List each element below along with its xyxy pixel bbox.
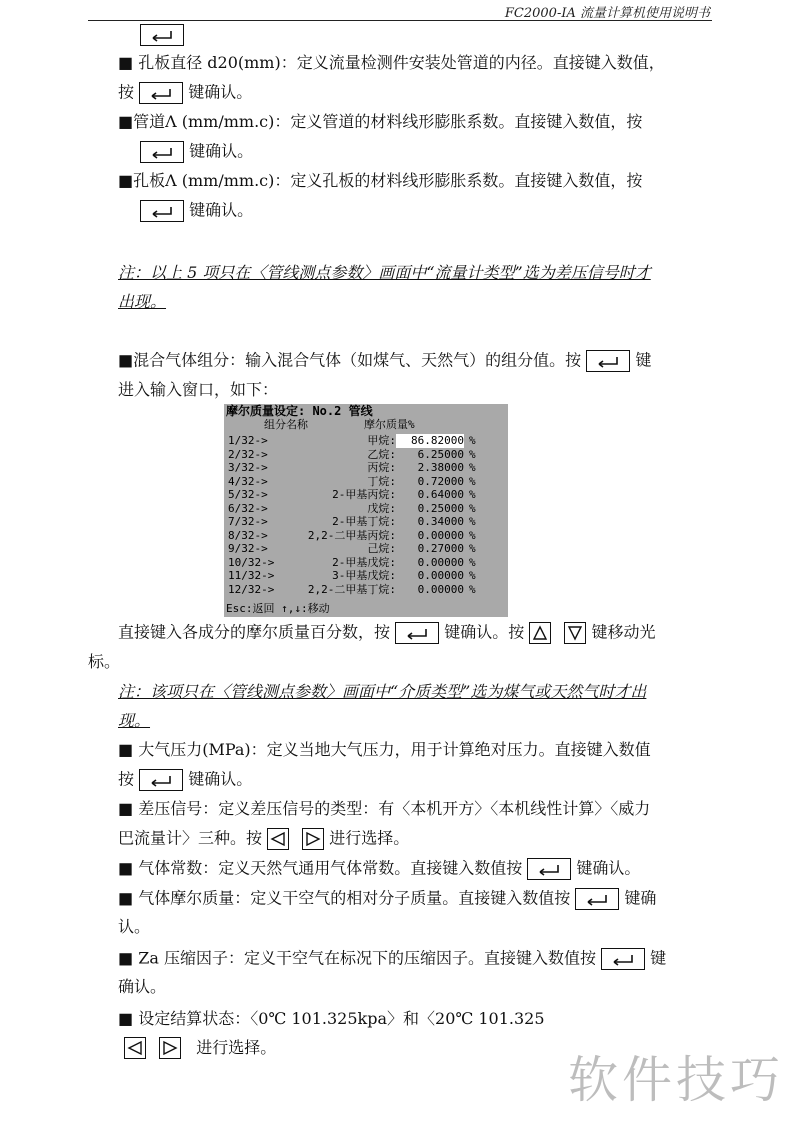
enter-key-icon [586,350,630,372]
note-medium-type-cont: 现。 [118,711,151,730]
param-pipe-expansion: ■管道Λ (mm/mm.c)：定义管道的材料线形膨胀系数。直接键入数值，按 [118,112,643,131]
table-row[interactable]: 7/32-> 2-甲基丁烷: 0.34000 % [228,515,476,528]
document-header-title: FC2000-IA 流量计算机使用说明书 [504,6,710,21]
enter-key-icon [527,858,571,880]
table-row[interactable]: 3/32-> 丙烷: 2.38000 % [228,461,476,474]
left-triangle-key-icon [124,1037,146,1059]
param-gas-molar-mass: ■ 气体摩尔质量：定义干空气的相对分子质量。直接键入数值按 键确 [118,888,656,910]
param-dp-signal: ■ 差压信号：定义差压信号的类型：有〈本机开方〉〈本机线性计算〉〈威力 [118,799,651,818]
note-medium-type: 注：该项只在〈管线测点参数〉画面中“介质类型”选为煤气或天然气时才出 [118,682,647,701]
note-differential-pressure: 注：以上 5 项只在〈管线测点参数〉画面中“流量计类型”选为差压信号时才 [118,263,651,282]
table-row[interactable]: 1/32-> 甲烷: 86.82000 % [228,434,476,447]
instruction-enter-percent: 直接键入各成分的摩尔质量百分数，按 键确认。按 键移动光 [118,622,656,644]
enter-key-icon [575,888,619,910]
param-za-compress-factor: ■ Za 压缩因子：定义干空气在标况下的压缩因子。直接键入数值按 键 [118,948,666,970]
enter-key-icon [139,82,183,104]
note-differential-pressure-cont: 出现。 [118,292,167,311]
enter-key-icon [395,622,439,644]
table-row[interactable]: 4/32-> 丁烷: 0.72000 % [228,474,476,488]
table-row[interactable]: 11/32-> 3-甲基戊烷: 0.00000 % [228,569,476,582]
screen-title: 摩尔质量设定: No.2 管线 [226,404,373,418]
left-triangle-key-icon [267,828,289,850]
table-row[interactable]: 10/32-> 2-甲基戊烷: 0.00000 % [228,555,476,569]
param-orifice-diameter: ■ 孔板直径 d20(mm)：定义流量检测件安装处管道的内径。直接键入数值， [118,53,665,72]
enter-key-icon [140,24,184,46]
table-row[interactable]: 2/32-> 乙烷: 6.25000 % [228,447,476,461]
down-triangle-key-icon [564,622,586,644]
param-orifice-expansion: ■孔板Λ (mm/mm.c)：定义孔板的材料线形膨胀系数。直接键入数值，按 [118,171,643,190]
enter-key-icon [140,141,184,163]
col-header-name: 组分名称 [264,418,308,431]
enter-key-icon [140,200,184,222]
table-row[interactable]: 5/32-> 2-甲基丙烷: 0.64000 % [228,488,476,501]
right-triangle-key-icon [159,1037,181,1059]
param-gas-constant: ■ 气体常数：定义天然气通用气体常数。直接键入数值按 键确认。 [118,858,640,880]
param-settlement-state: ■ 设定结算状态：〈0℃ 101.325kpa〉和〈20℃ 101.325 [118,1009,545,1028]
right-triangle-key-icon [302,828,324,850]
table-row[interactable]: 8/32-> 2,2-二甲基丙烷: 0.00000 % [228,528,476,542]
molar-mass-screen [224,404,508,617]
watermark: 软件技巧 [568,1051,784,1109]
table-row[interactable]: 9/32-> 己烷: 0.27000 % [228,542,476,555]
table-row[interactable]: 12/32-> 2,2-二甲基丁烷: 0.00000 % [228,582,476,596]
col-header-value: 摩尔质量% [364,418,415,431]
table-row[interactable]: 6/32-> 戊烷: 0.25000 % [228,501,476,515]
screen-footer: Esc:返回 ↑,↓:移动 [226,602,330,615]
enter-key-icon [601,948,645,970]
header-divider [88,20,712,21]
up-triangle-key-icon [529,622,551,644]
enter-key-icon [139,769,183,791]
param-atmospheric-pressure: ■ 大气压力(MPa)：定义当地大气压力，用于计算绝对压力。直接键入数值 [118,740,651,759]
param-gas-composition: ■混合气体组分：输入混合气体（如煤气、天然气）的组分值。按 键 [118,350,651,372]
